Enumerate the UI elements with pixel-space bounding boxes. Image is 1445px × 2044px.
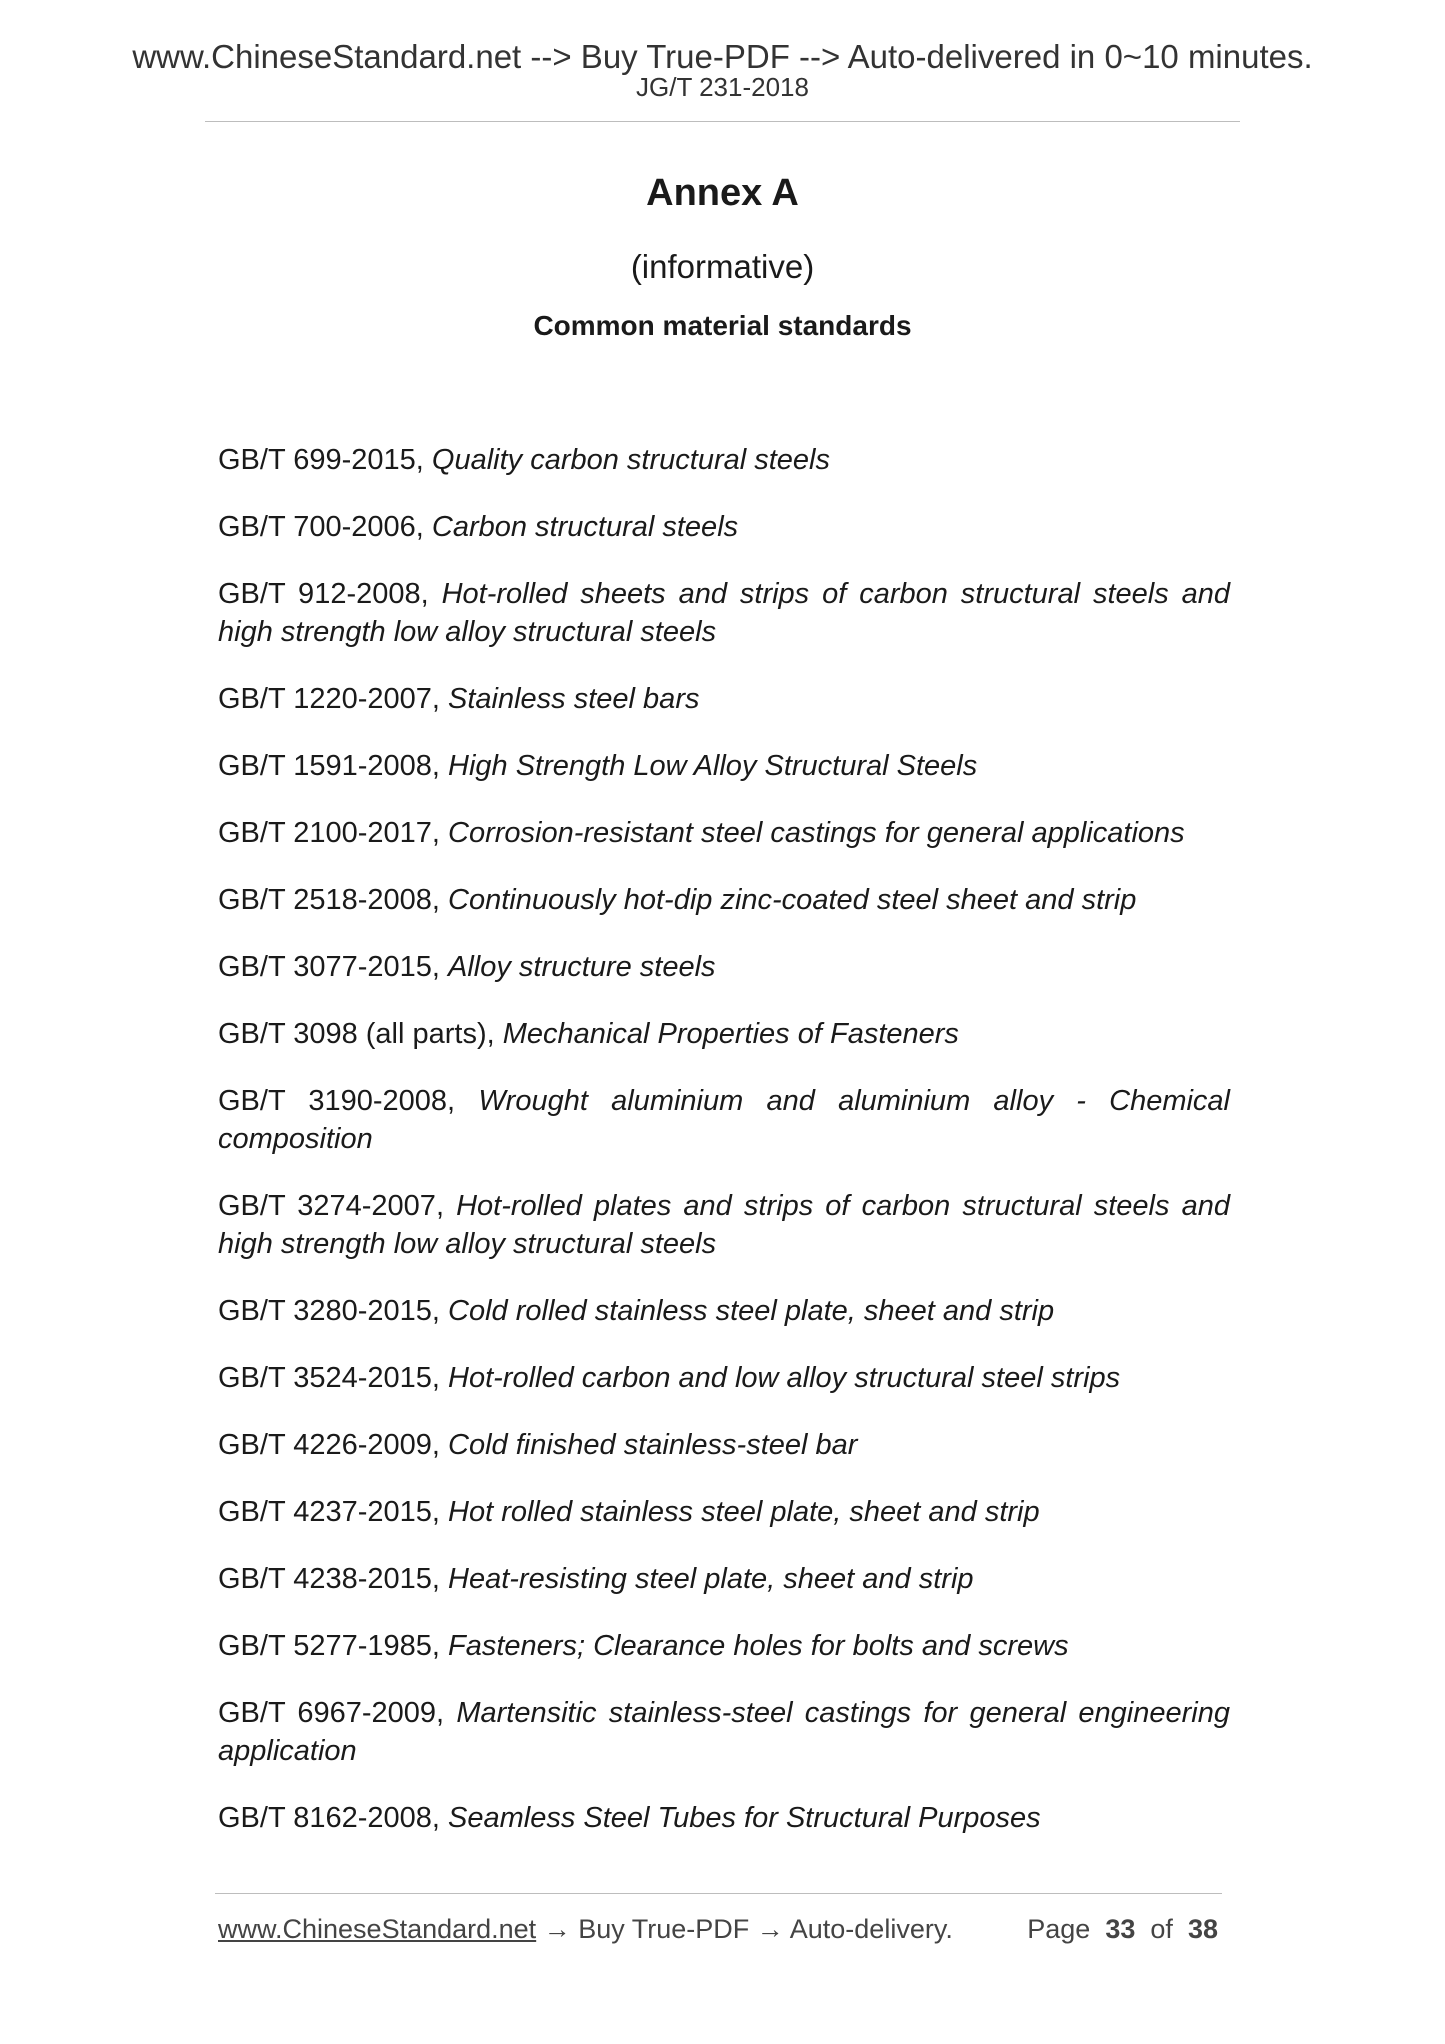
standard-code: GB/T 912-2008, [218, 578, 429, 610]
standard-code: GB/T 2518-2008, [218, 884, 440, 916]
standard-item [218, 508, 1230, 546]
standard-item [218, 1082, 1230, 1158]
standard-code: GB/T 3274-2007, [218, 1190, 444, 1222]
standard-code: GB/T 3098 (all parts), [218, 1018, 495, 1050]
page-label: Page [1027, 1914, 1091, 1944]
standard-title: Mechanical Properties of Fasteners [502, 1018, 959, 1050]
standard-title: Stainless steel bars [448, 683, 700, 715]
page-footer [218, 1912, 1218, 1946]
top-banner: www.ChineseStandard.net --> Buy True-PDF --> Auto-delivered in 0~10 minutes. [132, 38, 1313, 75]
standard-item [218, 747, 1230, 785]
standard-title: Continuously hot-dip zinc-coated steel sheet and strip [448, 884, 1137, 916]
standard-title: Seamless Steel Tubes for Structural Purposes [448, 1802, 1041, 1834]
standard-title: High Strength Low Alloy Structural Steels [448, 750, 978, 782]
page-current: 33 [1105, 1914, 1136, 1944]
standard-code: GB/T 3077-2015, [218, 951, 440, 983]
standard-code: GB/T 4226-2009, [218, 1429, 440, 1461]
standard-title: Quality carbon structural steels [431, 444, 831, 476]
footer-site-link[interactable]: www.ChineseStandard.net [218, 1914, 537, 1944]
standard-item [218, 881, 1230, 919]
standard-item [218, 948, 1230, 986]
standard-code: GB/T 3280-2015, [218, 1295, 440, 1327]
standard-title: Hot-rolled carbon and low alloy structural steel strips [448, 1362, 1121, 1394]
standard-item [218, 1493, 1230, 1531]
standard-item [218, 814, 1230, 852]
standard-item [218, 1627, 1230, 1665]
standard-code: GB/T 3524-2015, [218, 1362, 440, 1394]
standard-item [218, 1015, 1230, 1053]
standard-item [218, 441, 1230, 479]
annex-subtitle: Common material standards [533, 310, 912, 341]
header-divider [205, 121, 1240, 122]
standards-list [218, 441, 1230, 1866]
standard-code: GB/T 5277-1985, [218, 1630, 440, 1662]
page-of: of [1150, 1914, 1173, 1944]
standard-item [218, 1560, 1230, 1598]
standard-title: Wrought aluminium and aluminium alloy - Chemical composition [218, 1085, 1231, 1155]
footer-divider [215, 1893, 1222, 1894]
standard-item [218, 575, 1230, 651]
standard-item [218, 1799, 1230, 1837]
page-number [1027, 1912, 1218, 1946]
standard-code: GB/T 3190-2008, [218, 1085, 456, 1117]
standard-item [218, 1694, 1230, 1770]
annex-title: Annex A [646, 172, 799, 214]
standard-code: GB/T 1220-2007, [218, 683, 440, 715]
standard-item [218, 1426, 1230, 1464]
standard-title: Heat-resisting steel plate, sheet and strip [448, 1563, 974, 1595]
standard-code: GB/T 4237-2015, [218, 1496, 440, 1528]
standard-code: GB/T 1591-2008, [218, 750, 440, 782]
standard-title: Martensitic stainless-steel castings for general engineering application [218, 1697, 1230, 1767]
standard-code: GB/T 8162-2008, [218, 1802, 440, 1834]
page-total: 38 [1187, 1914, 1218, 1944]
standard-title: Hot-rolled plates and strips of carbon structural steels and high strength low alloy structural steels [218, 1190, 1230, 1260]
standard-title: Carbon structural steels [431, 511, 739, 543]
standard-code: GB/T 6967-2009, [218, 1697, 445, 1729]
standard-title: Cold finished stainless-steel bar [448, 1429, 858, 1461]
standard-item [218, 1359, 1230, 1397]
standard-title: Hot-rolled sheets and strips of carbon structural steels and high strength low alloy structural steels [218, 578, 1230, 648]
standard-item [218, 680, 1230, 718]
annex-type: (informative) [630, 248, 815, 285]
standard-code: GB/T 4238-2015, [218, 1563, 440, 1595]
standard-item [218, 1187, 1230, 1263]
standard-title: Hot rolled stainless steel plate, sheet and strip [448, 1496, 1040, 1528]
standard-title: Corrosion-resistant steel castings for general applications [448, 817, 1185, 849]
footer-tagline: → Buy True-PDF → Auto-delivery. [543, 1914, 953, 1944]
standard-title: Alloy structure steels [448, 951, 716, 983]
standard-item [218, 1292, 1230, 1330]
document-code: JG/T 231-2018 [636, 72, 809, 102]
standard-title: Cold rolled stainless steel plate, sheet and strip [448, 1295, 1055, 1327]
standard-code: GB/T 2100-2017, [218, 817, 440, 849]
standard-code: GB/T 699-2015, [218, 444, 424, 476]
standard-title: Fasteners; Clearance holes for bolts and screws [448, 1630, 1069, 1662]
standard-code: GB/T 700-2006, [218, 511, 424, 543]
